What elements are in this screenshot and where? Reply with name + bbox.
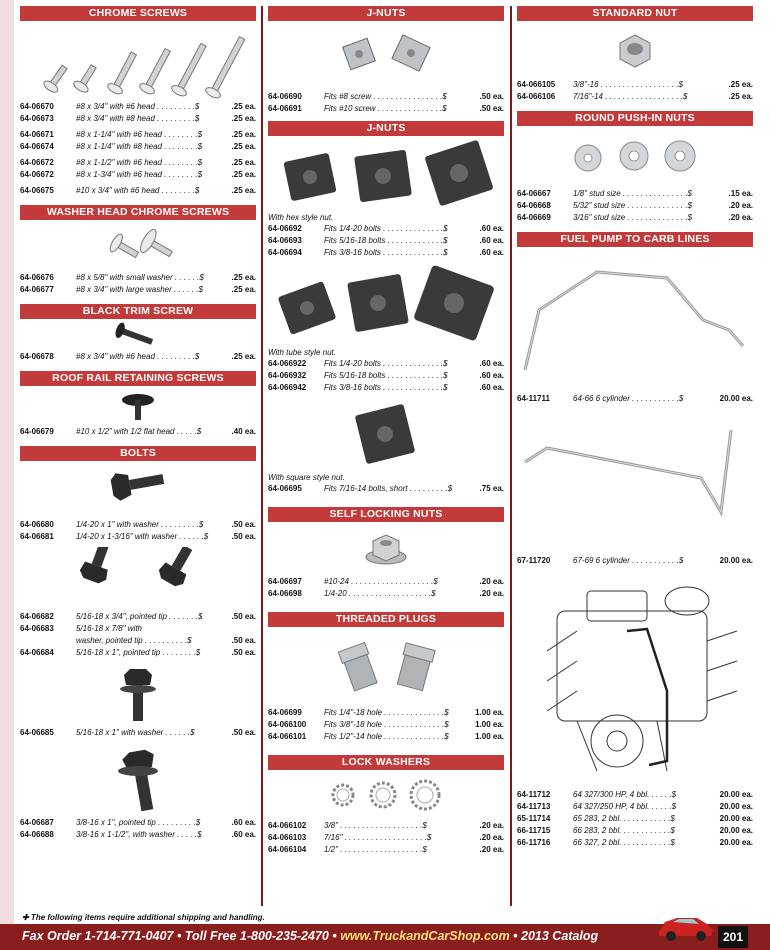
car-logo-icon — [655, 908, 715, 942]
lock-washers-image — [268, 770, 504, 820]
black-trim-screw-image — [20, 319, 256, 351]
table-row: 64-06681 1/4-20 x 1-3/16" with washer . . . . . .$ .50 ea. — [20, 532, 256, 541]
section-header: WASHER HEAD CHROME SCREWS — [20, 205, 256, 220]
table-row: 64-06670 #8 x 3/4" with #6 head . . . . . . . . .$ .25 ea. — [20, 102, 256, 111]
section-header: FUEL PUMP TO CARB LINES — [517, 232, 753, 247]
fax-and-phone: Fax Order 1-714-771-0407 • Toll Free 1-800-235-2470 • — [22, 929, 341, 943]
table-row: 64-06692 Fits 1/4-20 bolts . . . . . . . . . . . . . .$ .60 ea. — [268, 224, 504, 233]
self-locking-nut-image — [268, 522, 504, 576]
engine-fuel-line-illustration — [517, 567, 753, 789]
column-divider — [510, 6, 512, 906]
table-row: 65-11714 65 283, 2 bbl. . . . . . . . . . . .$ 20.00 ea. — [517, 814, 753, 823]
table-row: 66-11716 66 327, 2 bbl. . . . . . . . . . . .$ 20.00 ea. — [517, 838, 753, 847]
shipping-footnote: ✚ The following items require additional shipping and handling. — [22, 913, 265, 922]
footer-bar — [0, 924, 770, 950]
section-header: BLACK TRIM SCREW — [20, 304, 256, 319]
table-row: 64-066104 1/2" . . . . . . . . . . . . . . . . . . .$ .20 ea. — [268, 845, 504, 854]
table-row: 64-066101 Fits 1/2"-14 hole . . . . . . . . . . . . . .$ 1.00 ea. — [268, 732, 504, 741]
table-row: 64-066932 Fits 5/16-18 bolts . . . . . . . . . . . . .$ .60 ea. — [268, 371, 504, 380]
table-row: 64-06680 1/4-20 x 1" with washer . . . . . . . . .$ .50 ea. — [20, 520, 256, 529]
contact-line — [22, 929, 598, 943]
standard-nut-image — [517, 21, 753, 79]
column-1 — [20, 6, 256, 841]
chrome-screws-image — [20, 21, 256, 101]
table-row: 64-06695 Fits 7/16-14 bolts, short . . . . . . . . .$ .75 ea. — [268, 484, 504, 493]
table-row: 64-11713 64 327/250 HP, 4 bbl. . . . . .$ 20.00 ea. — [517, 802, 753, 811]
section-header: BOLTS — [20, 446, 256, 461]
bolt-image-4 — [20, 739, 256, 817]
round-push-in-nuts-image — [517, 126, 753, 188]
table-row: 64-06682 5/16-18 x 3/4", pointed tip . . . . . . .$ .50 ea. — [20, 612, 256, 621]
table-row: 64-06688 3/8-16 x 1-1/2", with washer . . . . .$ .60 ea. — [20, 830, 256, 839]
table-row: 64-06699 Fits 1/4"-18 hole . . . . . . . . . . . . . .$ 1.00 ea. — [268, 708, 504, 717]
chrome-screws-rows — [20, 101, 256, 197]
table-row: 64-066942 Fits 3/8-16 bolts . . . . . . . . . . . . . .$ .60 ea. — [268, 383, 504, 392]
note-text: With hex style nut. — [268, 213, 334, 222]
table-row: 64-06675 #10 x 3/4" with #6 head . . . . . . . .$ .25 ea. — [20, 186, 256, 195]
bolt-image-2 — [20, 543, 256, 611]
column-2 — [268, 6, 504, 856]
jnut-image-small — [268, 21, 504, 91]
column-divider — [261, 6, 263, 906]
bolt-image-1 — [20, 461, 256, 519]
table-row: 64-06678 #8 x 3/4" with #6 head . . . . . . . . .$ .25 ea. — [20, 352, 256, 361]
table-row: washer, pointed tip . . . . . . . . . .$ .50 ea. — [76, 636, 256, 645]
table-row: 64-06684 5/16-18 x 1", pointed tip . . . . . . . .$ .50 ea. — [20, 648, 256, 657]
website-link[interactable]: www.TruckandCarShop.com — [340, 929, 510, 943]
fuel-line-image-1 — [517, 247, 753, 393]
section-header: SELF LOCKING NUTS — [268, 507, 504, 522]
table-row: 64-06677 #8 x 3/4" with large washer . . . . . .$ .25 ea. — [20, 285, 256, 294]
threaded-plugs-image — [268, 627, 504, 707]
fuel-line-image-2 — [517, 405, 753, 555]
section-header: ROOF RAIL RETAINING SCREWS — [20, 371, 256, 386]
note-text: With tube style nut. — [268, 348, 336, 357]
table-row: 64-06683 5/16-18 x 7/8" with — [20, 624, 142, 633]
table-row: 67-11720 67-69 6 cylinder . . . . . . . . . . .$ 20.00 ea. — [517, 556, 753, 565]
table-row: 64-11712 64 327/300 HP, 4 bbl. . . . . .$ 20.00 ea. — [517, 790, 753, 799]
table-row: 64-066106 7/16"-14 . . . . . . . . . . . . . . . . . .$ .25 ea. — [517, 92, 753, 101]
section-header: STANDARD NUT — [517, 6, 753, 21]
table-row: 64-066922 Fits 1/4-20 bolts . . . . . . . . . . . . . .$ .60 ea. — [268, 359, 504, 368]
table-row: 64-06690 Fits #8 screw . . . . . . . . . . . . . . . .$ .50 ea. — [268, 92, 504, 101]
bolt-image-3 — [20, 659, 256, 727]
table-row: 64-11711 64-66 6 cylinder . . . . . . . . . . .$ 20.00 ea. — [517, 394, 753, 403]
section-header: ROUND PUSH-IN NUTS — [517, 111, 753, 126]
section-header: THREADED PLUGS — [268, 612, 504, 627]
table-row: 64-06679 #10 x 1/2" with 1/2 flat head . . . . .$ .40 ea. — [20, 427, 256, 436]
section-header: LOCK WASHERS — [268, 755, 504, 770]
jnut-hex-image — [268, 136, 504, 212]
section-header: CHROME SCREWS — [20, 6, 256, 21]
section-header: J-NUTS — [268, 6, 504, 21]
table-row: 64-066102 3/8" . . . . . . . . . . . . . . . . . . .$ .20 ea. — [268, 821, 504, 830]
jnut-square-image — [268, 394, 504, 472]
table-row: 64-066100 Fits 3/8"-18 hole . . . . . . . . . . . . . .$ 1.00 ea. — [268, 720, 504, 729]
table-row: 64-06687 3/8-16 x 1", pointed tip . . . . . . . . .$ .60 ea. — [20, 818, 256, 827]
table-row: 64-06669 3/16" stud size . . . . . . . . . . . . . .$ .20 ea. — [517, 213, 753, 222]
washer-head-screws-image — [20, 220, 256, 272]
table-row: 64-06694 Fits 3/8-16 bolts . . . . . . . . . . . . . .$ .60 ea. — [268, 248, 504, 257]
table-row: 64-06671 #8 x 1-1/4" with #6 head . . . . . . . .$ .25 ea. — [20, 130, 256, 139]
table-row: 64-06674 #8 x 1-1/4" with #8 head . . . . . . . .$ .25 ea. — [20, 142, 256, 151]
column-3 — [517, 6, 753, 849]
table-row: 64-06672 #8 x 1-3/4" with #6 head . . . . . . . .$ .25 ea. — [20, 170, 256, 179]
table-row: 66-11715 66 283, 2 bbl. . . . . . . . . . . .$ 20.00 ea. — [517, 826, 753, 835]
note-text: With square style nut. — [268, 473, 345, 482]
table-row: 64-06668 5/32" stud size . . . . . . . . . . . . . .$ .20 ea. — [517, 201, 753, 210]
table-row: 64-06697 #10-24 . . . . . . . . . . . . . . . . . . .$ .20 ea. — [268, 577, 504, 586]
table-row: 64-06673 #8 x 3/4" with #8 head . . . . . . . . .$ .25 ea. — [20, 114, 256, 123]
table-row: 64-06676 #8 x 5/8" with small washer . . . . . .$ .25 ea. — [20, 273, 256, 282]
catalog-year: • 2013 Catalog — [509, 929, 599, 943]
table-row: 64-06667 1/8" stud size . . . . . . . . . . . . . . .$ .15 ea. — [517, 189, 753, 198]
left-edge-strip — [0, 0, 14, 950]
table-row: 64-06698 1/4-20 . . . . . . . . . . . . . . . . . . .$ .20 ea. — [268, 589, 504, 598]
table-row: 64-066105 3/8"-16 . . . . . . . . . . . . . . . . . .$ .25 ea. — [517, 80, 753, 89]
table-row: 64-06691 Fits #10 screw . . . . . . . . . . . . . . .$ .50 ea. — [268, 104, 504, 113]
section-header: J-NUTS — [268, 121, 504, 136]
table-row: 64-06693 Fits 5/16-18 bolts . . . . . . . . . . . . .$ .60 ea. — [268, 236, 504, 245]
table-row: 64-06672 #8 x 1-1/2" with #6 head . . . . . . . .$ .25 ea. — [20, 158, 256, 167]
jnut-tube-image — [268, 259, 504, 347]
table-row: 64-066103 7/16" . . . . . . . . . . . . . . . . . . .$ .20 ea. — [268, 833, 504, 842]
roof-rail-screw-image — [20, 386, 256, 426]
table-row: 64-06685 5/16-18 x 1" with washer . . . . . .$ .50 ea. — [20, 728, 256, 737]
page-number: 201 — [718, 926, 748, 948]
